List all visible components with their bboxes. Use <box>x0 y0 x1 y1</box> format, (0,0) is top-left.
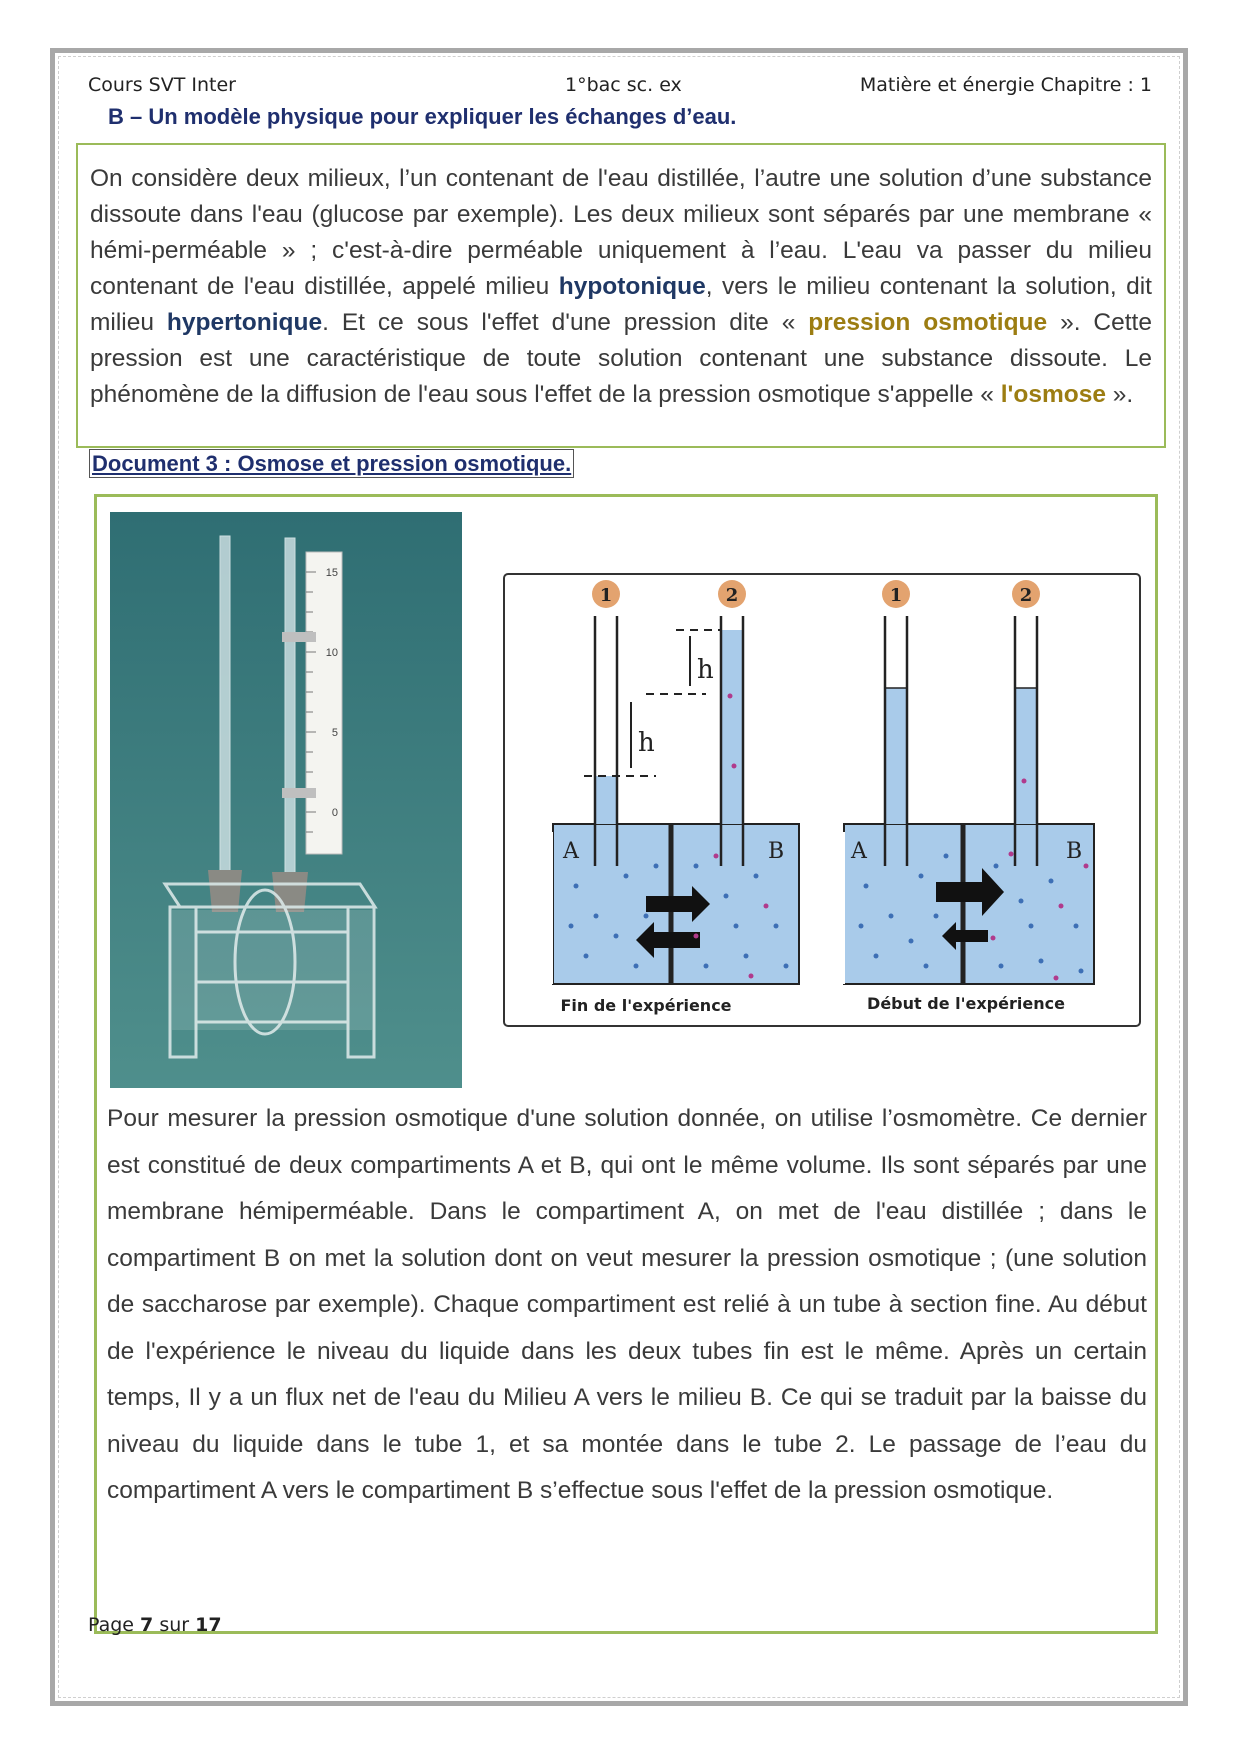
tube1-number-left: 1 <box>599 585 613 606</box>
height-label-lower: h <box>638 728 655 758</box>
compartment-b-left: B <box>768 839 785 864</box>
footer-sur-word: sur <box>159 1614 190 1636</box>
tube-clamp-top <box>282 632 316 642</box>
compartment-a-left: A <box>563 839 579 864</box>
footer-page-word: Page <box>88 1614 134 1636</box>
intro-box <box>76 143 1166 448</box>
footer-page-number: 7 <box>140 1614 154 1636</box>
left-tank-gap <box>545 832 553 984</box>
intro-text-1: On considère deux milieux, l’un contenant de l'eau distillée, l’autre une solution d’une substance dissoute dans l'eau (glucose par exemple). Les deux milieux sont séparés par une membrane « hémi-perméable » ; c'est-à-dire perméable uniquement à l’eau. L'eau va passer du milieu contenant de l'eau distillée, appelé milieu <box>90 165 1152 300</box>
page-footer <box>88 1614 222 1636</box>
tube2-number-right: 2 <box>1019 585 1033 606</box>
header-right: Matière et énergie Chapitre : 1 <box>859 74 1152 96</box>
right-tube2-liquid <box>1015 688 1037 824</box>
glass-tube-1 <box>220 536 230 876</box>
start-experiment-caption: Début de l'expérience <box>867 994 1065 1013</box>
glass-tube-2 <box>285 538 295 878</box>
tube1-number-right: 1 <box>889 585 903 606</box>
tube-clamp-bottom <box>282 788 316 798</box>
acrylic-chamber <box>172 910 372 1030</box>
term-hypotonique: hypotonique <box>558 273 706 300</box>
compartment-a-right: A <box>851 839 867 864</box>
footer-total-pages: 17 <box>195 1614 222 1636</box>
intro-text-4: ». Cette pression est une caractéristique de toute solution contenant une substance dissoute. Le phénomène de la diffusion de l'eau sous l'effet de la pression osmotique s'appelle « <box>90 309 1152 408</box>
left-tube2-liquid <box>721 630 743 824</box>
document-text: Pour mesurer la pression osmotique d'une solution donnée, on utilise l’osmomètre. Ce dernier est constitué de deux compartiments A et B, qui ont le même volume. Ils sont séparés par une membrane hémiperméable. Dans le compartiment A, on met de l'eau distillée ; dans le compartiment B on met la solution dont on veut mesurer la pression osmotique ; (une solution de saccharose par exemple). Chaque compartiment est relié à un tube à section fine. Au début de l'expérience le niveau du liquide dans les deux tubes fin est le même. Après un certain temps, Il y a un flux net de l'eau du Milieu A vers le milieu B. Ce qui se traduit par la baisse du niveau du liquide dans le tube 1, et sa montée dans le tube 2. Le passage de l’eau du compartiment A vers le compartiment B s’effectue sous l'effet de la pression osmotique. <box>107 1105 1147 1504</box>
document-title: Document 3 : Osmose et pression osmotique. <box>89 449 574 478</box>
term-osmose: l'osmose <box>1000 381 1106 408</box>
left-tube1-liquid <box>595 776 617 824</box>
right-tank-gap <box>837 832 845 984</box>
tube2-number-left: 2 <box>725 585 739 606</box>
right-tank <box>844 824 1094 984</box>
intro-text-3: . Et ce sous l'effet d'une pression dite « <box>322 309 809 336</box>
osmometer-photo <box>110 512 462 1088</box>
scale-label-0: 0 <box>331 807 338 819</box>
height-label-upper: h <box>697 655 714 685</box>
osmosis-diagram <box>496 566 1146 1030</box>
scale-label-15: 15 <box>325 567 338 579</box>
scale-label-5: 5 <box>331 727 338 739</box>
intro-text-5: ». <box>1105 381 1134 408</box>
right-tube1-liquid <box>885 688 907 824</box>
compartment-b-right: B <box>1066 839 1083 864</box>
section-title: B – Un modèle physique pour expliquer les échanges d’eau. <box>108 104 737 129</box>
scale-label-10: 10 <box>325 647 338 659</box>
term-pression-osmotique: pression osmotique <box>808 309 1048 336</box>
term-hypertonique: hypertonique <box>166 309 323 336</box>
intro-text-2: , vers le milieu contenant la solution, dit milieu <box>90 273 1152 336</box>
end-experiment-caption: Fin de l'expérience <box>560 996 732 1015</box>
header-center: 1°bac sc. ex <box>565 74 682 96</box>
header-left: Cours SVT Inter <box>88 74 236 96</box>
